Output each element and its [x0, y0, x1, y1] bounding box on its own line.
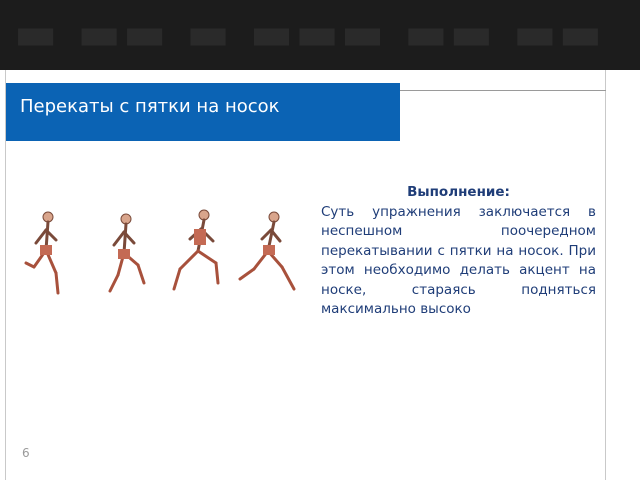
- top-dark-band: [0, 0, 640, 70]
- runner-figure-3: [174, 210, 218, 289]
- frame-right-line: [605, 70, 606, 480]
- running-illustration: [18, 205, 308, 305]
- exercise-description: [321, 183, 596, 320]
- top-band-decoration: ▬ ▬▬ ▬ ▬▬▬ ▬▬ ▬▬: [14, 6, 605, 60]
- runner-figure-1: [26, 212, 58, 293]
- runner-figure-2: [110, 214, 144, 291]
- execution-heading: Выполнение:: [407, 184, 510, 200]
- execution-text: Суть упражнения заключается в неспешном поочередном перекатывании с пятки на носок. При этом необходимо делать акцент на носке, стараясь подняться максимально высоко: [321, 203, 596, 317]
- page-number: 6: [22, 446, 30, 460]
- frame-top-line: [400, 90, 606, 91]
- runner-figure-4: [240, 212, 294, 289]
- slide-title: Перекаты с пятки на носок: [20, 96, 280, 117]
